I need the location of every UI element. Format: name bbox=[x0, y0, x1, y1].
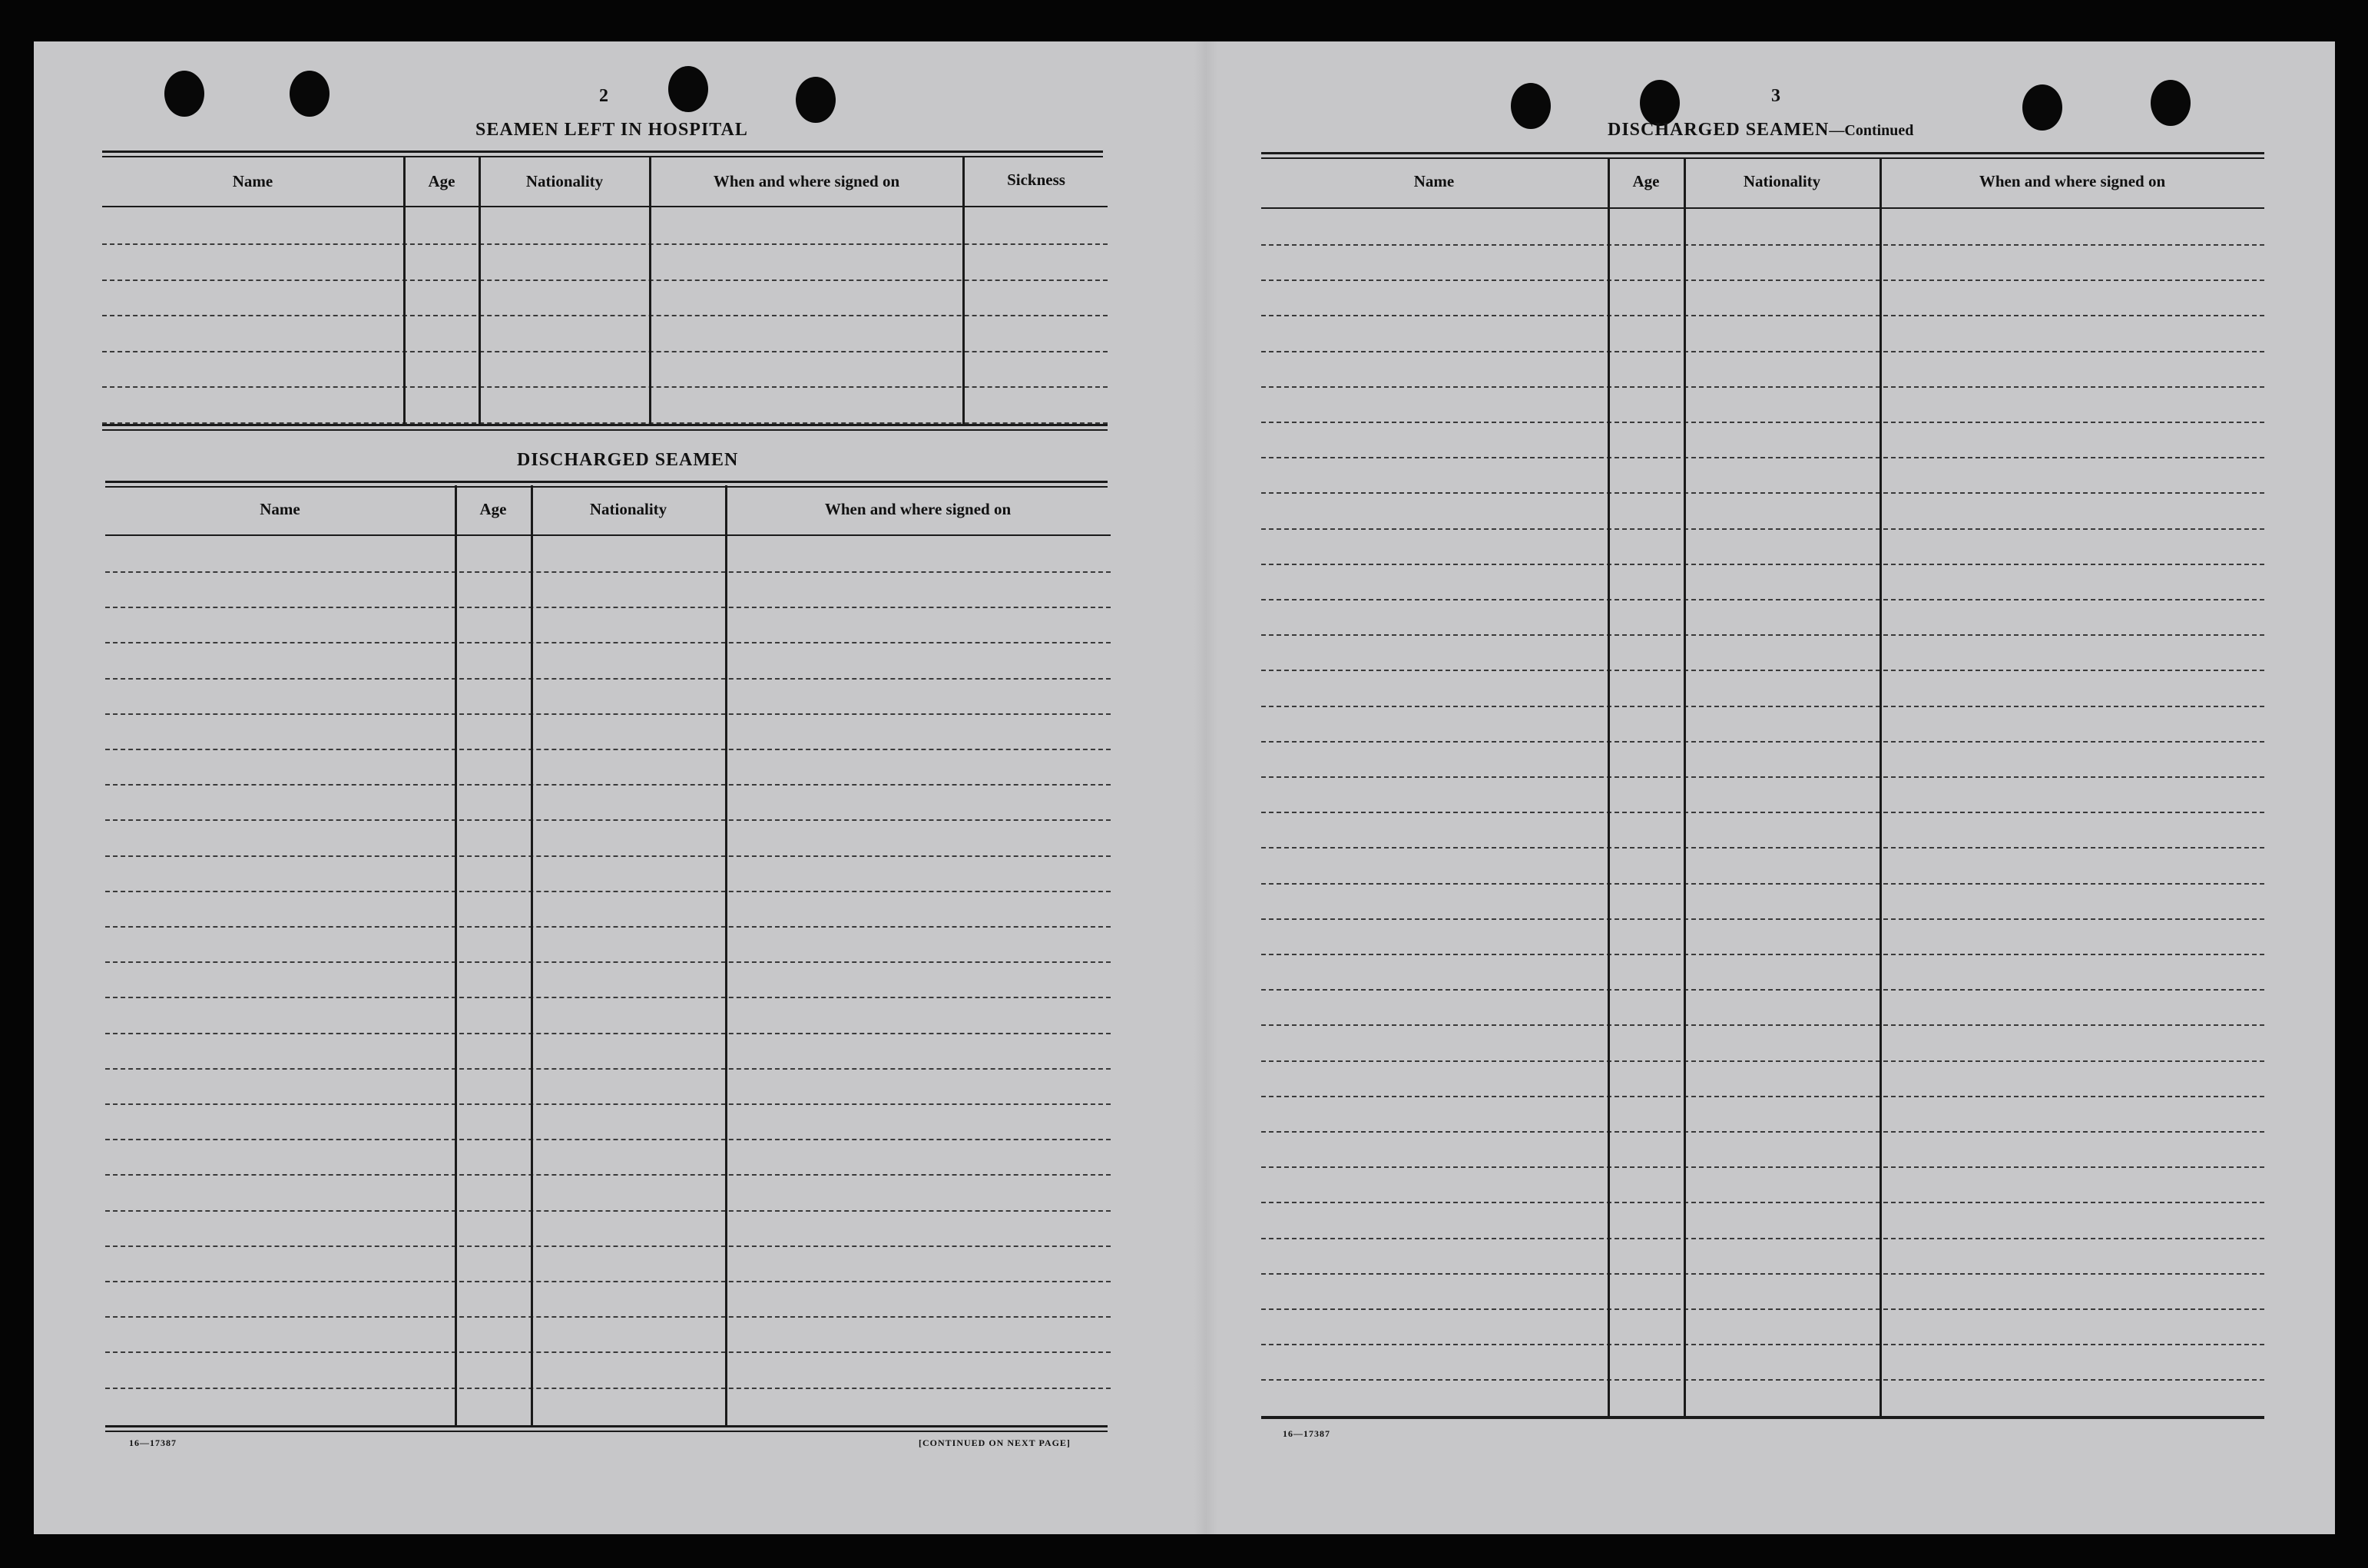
title-suffix: —Continued bbox=[1829, 122, 1914, 139]
blank-row-line bbox=[1261, 883, 2264, 885]
blank-row-line bbox=[102, 351, 1108, 352]
column-header-signed-on: When and where signed on bbox=[713, 172, 900, 190]
blank-row-line bbox=[1261, 351, 2264, 352]
table-bottom-rule bbox=[102, 424, 1108, 431]
column-header-name: Name bbox=[232, 172, 273, 190]
page-number: 2 bbox=[599, 86, 608, 106]
punch-hole bbox=[668, 66, 708, 112]
blank-row-line bbox=[1261, 634, 2264, 636]
blank-row-line bbox=[105, 819, 1111, 821]
blank-row-line bbox=[1261, 670, 2264, 671]
header-rule bbox=[1261, 207, 2264, 209]
blank-row-line bbox=[1261, 1273, 2264, 1275]
blank-row-line bbox=[1261, 315, 2264, 316]
table-top-rule bbox=[105, 481, 1108, 488]
blank-row-line bbox=[1261, 776, 2264, 778]
column-divider bbox=[1684, 158, 1686, 1417]
blank-row-line bbox=[1261, 918, 2264, 920]
punch-hole bbox=[1640, 80, 1680, 126]
header-rule bbox=[102, 206, 1108, 207]
table-bottom-rule bbox=[105, 1425, 1108, 1432]
blank-row-line bbox=[105, 784, 1111, 786]
table-top-rule bbox=[1261, 152, 2264, 159]
header-rule bbox=[105, 534, 1111, 536]
form-number: 16—17387 bbox=[129, 1437, 177, 1448]
blank-row-line bbox=[102, 386, 1108, 388]
blank-row-line bbox=[1261, 244, 2264, 246]
blank-row-line bbox=[105, 1068, 1111, 1070]
punch-hole bbox=[164, 71, 204, 117]
blank-row-line bbox=[105, 1351, 1111, 1353]
column-header-name: Name bbox=[1413, 172, 1455, 190]
form-number: 16—17387 bbox=[1283, 1428, 1330, 1439]
blank-row-line bbox=[1261, 1344, 2264, 1345]
section-title-discharged-continued bbox=[1608, 120, 1913, 141]
punch-hole bbox=[290, 71, 330, 117]
blank-row-line bbox=[1261, 1308, 2264, 1310]
section-title-hospital: SEAMEN LEFT IN HOSPITAL bbox=[475, 120, 748, 140]
blank-row-line bbox=[1261, 599, 2264, 600]
punch-hole bbox=[2151, 80, 2191, 126]
blank-row-line bbox=[1261, 564, 2264, 565]
column-header-age: Age bbox=[428, 172, 455, 190]
blank-row-line bbox=[105, 642, 1111, 643]
blank-row-line bbox=[105, 1388, 1111, 1389]
column-divider bbox=[725, 485, 727, 1427]
blank-row-line bbox=[1261, 492, 2264, 494]
punch-hole bbox=[2022, 84, 2062, 131]
blank-row-line bbox=[105, 855, 1111, 857]
blank-row-line bbox=[105, 1033, 1111, 1034]
column-header-sickness: Sickness bbox=[1007, 170, 1065, 189]
blank-row-line bbox=[105, 926, 1111, 928]
blank-row-line bbox=[105, 749, 1111, 750]
scanned-sheet bbox=[34, 41, 2335, 1534]
blank-row-line bbox=[1261, 1024, 2264, 1026]
column-divider bbox=[1608, 158, 1610, 1417]
column-header-name: Name bbox=[260, 500, 300, 518]
blank-row-line bbox=[1261, 706, 2264, 707]
blank-row-line bbox=[1261, 1060, 2264, 1062]
column-divider bbox=[403, 157, 406, 425]
blank-row-line bbox=[105, 1103, 1111, 1105]
blank-row-line bbox=[102, 280, 1108, 281]
blank-row-line bbox=[105, 891, 1111, 892]
blank-row-line bbox=[105, 713, 1111, 715]
column-divider bbox=[962, 157, 965, 425]
blank-row-line bbox=[105, 1174, 1111, 1176]
blank-row-line bbox=[102, 243, 1108, 245]
column-header-nationality: Nationality bbox=[1743, 172, 1821, 190]
blank-row-line bbox=[1261, 1131, 2264, 1133]
blank-row-line bbox=[1261, 741, 2264, 743]
column-header-age: Age bbox=[1632, 172, 1660, 190]
column-divider bbox=[455, 485, 457, 1427]
table-bottom-rule bbox=[1261, 1416, 2264, 1419]
blank-row-line bbox=[105, 997, 1111, 998]
page-number: 3 bbox=[1771, 86, 1780, 106]
column-header-nationality: Nationality bbox=[525, 172, 604, 190]
blank-row-line bbox=[1261, 954, 2264, 955]
blank-row-line bbox=[105, 1139, 1111, 1140]
blank-row-line bbox=[1261, 1096, 2264, 1097]
blank-row-line bbox=[1261, 1166, 2264, 1168]
blank-row-line bbox=[105, 1281, 1111, 1282]
blank-row-line bbox=[1261, 989, 2264, 991]
blank-row-line bbox=[1261, 280, 2264, 281]
blank-row-line bbox=[1261, 1202, 2264, 1203]
continued-note: [CONTINUED ON NEXT PAGE] bbox=[919, 1437, 1071, 1448]
blank-row-line bbox=[102, 315, 1108, 316]
blank-row-line bbox=[105, 1245, 1111, 1247]
column-divider bbox=[1879, 158, 1882, 1417]
blank-row-line bbox=[1261, 812, 2264, 813]
blank-row-line bbox=[105, 961, 1111, 963]
punch-hole bbox=[796, 77, 836, 123]
blank-row-line bbox=[1261, 528, 2264, 530]
blank-row-line bbox=[1261, 422, 2264, 423]
column-divider bbox=[479, 157, 481, 425]
column-divider bbox=[531, 485, 533, 1427]
blank-row-line bbox=[105, 571, 1111, 573]
blank-row-line bbox=[105, 678, 1111, 680]
column-divider bbox=[649, 157, 651, 425]
center-fold bbox=[1194, 41, 1217, 1534]
column-header-signed-on: When and where signed on bbox=[1979, 172, 2166, 190]
blank-row-line bbox=[105, 1316, 1111, 1318]
table-top-rule bbox=[102, 151, 1103, 157]
blank-row-line bbox=[1261, 1379, 2264, 1381]
column-header-nationality: Nationality bbox=[589, 500, 667, 518]
blank-row-line bbox=[1261, 457, 2264, 458]
column-header-age: Age bbox=[479, 500, 507, 518]
section-title-discharged: DISCHARGED SEAMEN bbox=[517, 450, 739, 470]
column-header-signed-on: When and where signed on bbox=[824, 500, 1012, 518]
blank-row-line bbox=[105, 1210, 1111, 1212]
blank-row-line bbox=[1261, 1238, 2264, 1239]
title-main: DISCHARGED SEAMEN bbox=[1608, 120, 1830, 140]
blank-row-line bbox=[1261, 847, 2264, 849]
blank-row-line bbox=[105, 607, 1111, 608]
punch-hole bbox=[1511, 83, 1551, 129]
blank-row-line bbox=[1261, 386, 2264, 388]
